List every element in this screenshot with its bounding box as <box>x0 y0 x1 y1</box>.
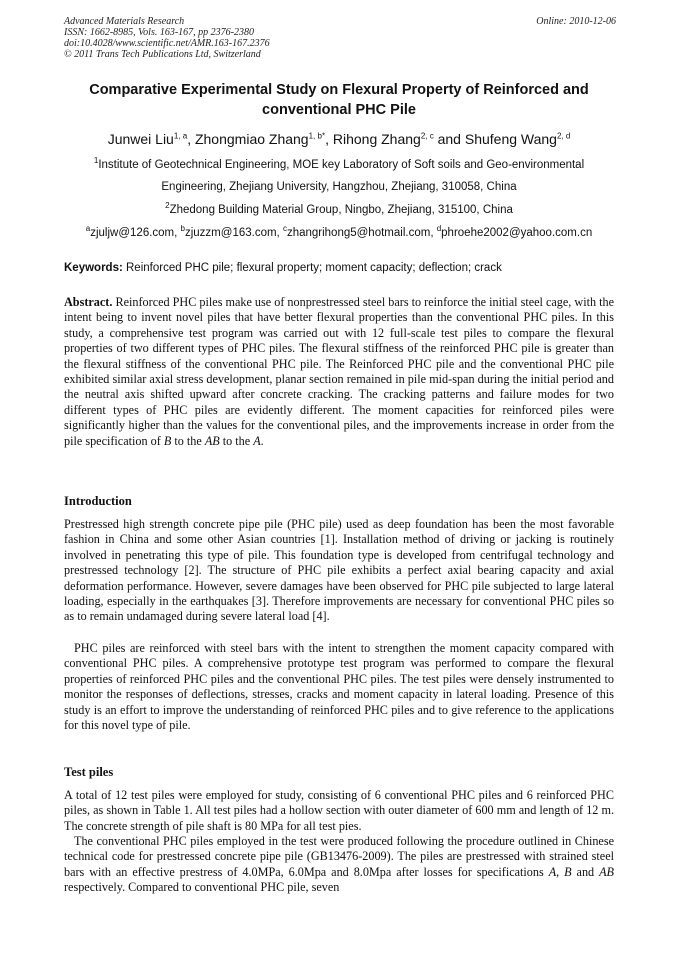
author-sup: 1, a <box>173 131 188 141</box>
abstract-text: Reinforced PHC piles make use of nonprestressed steel bars to reinforce the initial steel cage, with the intent being to invent novel piles that have better flexural properties than the conventional PHC piles. In this study, a comprehensive test program was carried out with 12 full-scale test piles to compare the flexural properties of two different types of PHC piles. The flexural stiffness of the reinforced PHC pile is greater than the flexural stiffness of the conventional PHC pile. The Reinforced PHC pile and the conventional PHC pile exhibited similar axial stress development, planar section remained in pile mid-span during the initial period and the neutral axis shifted upward after concrete cracking. The cracking patterns and failure modes for two different types of PHC piles are evidently different. The moment capacities for reinforced piles were significantly higher than the values for the conventional piles, and the improvements increase in order from the pile specification of <box>64 295 615 448</box>
abstract-text-connector: to the <box>171 433 205 448</box>
spec-label: A <box>253 433 261 448</box>
spec-label: A <box>548 864 557 879</box>
author-name: Rihong Zhang <box>332 131 421 147</box>
email-sup: a <box>85 224 91 234</box>
email-sup: d <box>436 224 442 234</box>
affiliation-1-line-1: Institute of Geotechnical Engineering, MOE key Laboratory of Soft soils and Geo-environmental <box>98 159 585 171</box>
online-date: Online: 2010-12-06 <box>536 16 616 27</box>
author-separator: and <box>433 131 465 147</box>
spec-label: B <box>564 864 572 879</box>
email-address[interactable]: zhangrihong5@hotmail.com <box>286 227 431 239</box>
affiliation-sup: 1 <box>93 156 99 166</box>
title-line-1: Comparative Experimental Study on Flexural Property of Reinforced and <box>89 82 589 98</box>
spec-label: AB <box>204 433 220 448</box>
author-name: Junwei Liu <box>107 131 174 147</box>
affiliation-2-line: Zhedong Building Material Group, Ningbo, Zhejiang, 315100, China <box>169 204 513 216</box>
doi-line[interactable]: doi:10.4028/www.scientific.net/AMR.163-167.2376 <box>64 38 270 49</box>
affiliation-2 <box>40 203 638 217</box>
paper-title <box>52 80 626 120</box>
test-piles-text: The conventional PHC piles employed in the test were produced following the procedure outlined in Chinese technical code for prestressed concrete pipe pile (GB13476-2009). The piles are prestressed with strained steel bars with an effective prestress of 4.0MPa, 6.0Mpa and 8.0Mpa after losses for specifications <box>64 834 614 879</box>
section-heading-test-piles: Test piles <box>64 765 114 779</box>
title-line-2: conventional PHC Pile <box>262 102 416 118</box>
author-name: Zhongmiao Zhang <box>194 131 309 147</box>
email-address[interactable]: zjuzzm@163.com <box>184 227 277 239</box>
journal-header <box>64 16 616 60</box>
author-sup: 1, b* <box>308 131 326 141</box>
abstract-paragraph <box>64 295 614 449</box>
author-separator: , <box>187 131 195 147</box>
introduction-paragraph-2: PHC piles are reinforced with steel bars with the intent to strengthen the moment capacity compared with conventional PHC piles. A comprehensive prototype test program was performed to compare the flexural properties of reinforced PHC piles and the conventional PHC piles. The test piles were densely instrumented to monitor the responses of deflections, stresses, cracks and moment capacity in lateral loading. Presence of this study is an effort to improve the understanding of reinforced PHC piles and to give reference to the applications for this novel type of pile. <box>64 641 614 733</box>
copyright-line: © 2011 Trans Tech Publications Ltd, Switzerland <box>64 49 261 60</box>
affiliation-sup: 2 <box>165 201 170 211</box>
author-name: Shufeng Wang <box>464 131 557 147</box>
author-separator: , <box>325 131 333 147</box>
introduction-paragraph-1: Prestressed high strength concrete pipe pile (PHC pile) used as deep foundation has been the most favorable fashion in China and some other Asian countries [1]. Installation method of driving or jacking is routinely involved in penetrating this type of pile. This foundation type is developed from centrifugal technology and prestressed technology [2]. The structure of PHC pile exhibits a perfect axial bearing capacity and axial deformation performance. However, severe damages have been observed for PHC pile subjected to large lateral loading, especially in the earthquakes [3]. Therefore improvements are necessary for conventional PHC piles so as to remain undamaged during severe lateral load [4]. <box>64 517 614 624</box>
email-sup: c <box>282 224 287 234</box>
keywords-label: Keywords: <box>64 262 123 274</box>
test-piles-paragraph-2 <box>64 834 614 896</box>
spec-label: AB <box>599 864 614 879</box>
abstract-text-connector: to the <box>219 433 254 448</box>
journal-name: Advanced Materials Research <box>64 16 185 27</box>
email-sup: b <box>180 224 185 234</box>
keywords-line <box>64 261 624 275</box>
abstract-text-end: . <box>260 433 264 448</box>
test-piles-text: respectively. Compared to conventional PHC pile, seven <box>64 880 340 895</box>
abstract-label: Abstract. <box>64 295 113 309</box>
email-address[interactable]: phroehe2002@yahoo.com.cn <box>441 227 593 239</box>
test-piles-paragraph-1: A total of 12 test piles were employed for study, consisting of 6 conventional PHC piles and 6 reinforced PHC piles, as shown in Table 1. All test piles had a hollow section with outer diameter of 600 mm and length of 12 m. The concrete strength of pile shaft is 80 MPa for all test pies. <box>64 788 614 833</box>
author-list <box>40 130 638 148</box>
test-piles-text-connector: and <box>571 864 600 879</box>
affiliation-1 <box>40 158 638 194</box>
test-piles-text-connector: , <box>556 864 565 879</box>
spec-label: B <box>163 433 172 448</box>
author-sup: 2, c <box>420 131 434 141</box>
email-address[interactable]: zjuljw@126.com <box>90 227 175 239</box>
issn-line: ISSN: 1662-8985, Vols. 163-167, pp 2376-2380 <box>64 27 254 38</box>
author-sup: 2, d <box>556 131 571 141</box>
keywords-text: Reinforced PHC pile; flexural property; moment capacity; deflection; crack <box>126 262 502 274</box>
section-heading-introduction: Introduction <box>64 494 132 508</box>
email-list: $^a$zjuljw@126.com, $^b$zjuzzm@163.com, $^c$zhangrihong5@hotmail.com, $^d$phroehe2002@yahoo.com.cn <box>85 224 593 239</box>
affiliation-1-line-2: Engineering, Zhejiang University, Hangzhou, Zhejiang, 310058, China <box>161 181 517 193</box>
